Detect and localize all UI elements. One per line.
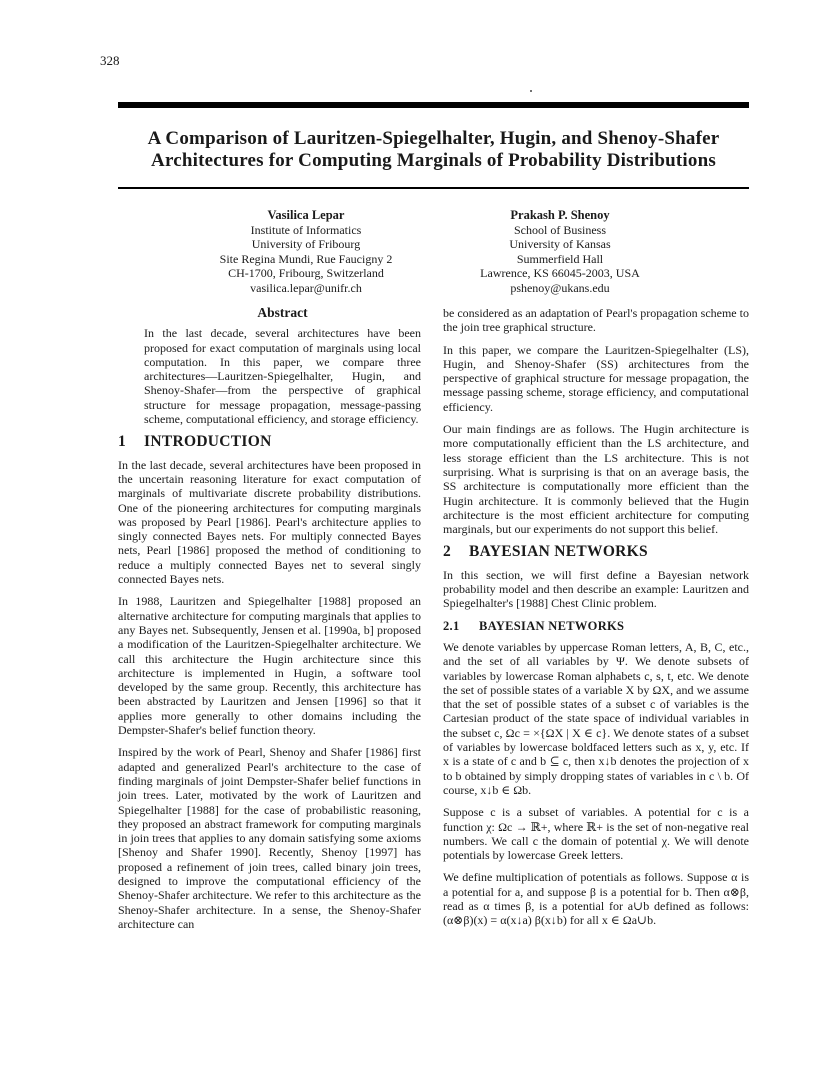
- abstract: [118, 306, 421, 426]
- author-name: Vasilica Lepar: [267, 208, 345, 222]
- title-rule: [118, 187, 749, 189]
- author-affiliation: School of Business: [513, 222, 606, 237]
- author-affiliation: University of Fribourg: [251, 237, 361, 252]
- body-paragraph: Inspired by the work of Pearl, Shenoy and Shafer [1986] first adapted and generalized Pearl's architecture to the case of finding marginals of joint Dempster-Shafer belief functions in join trees. Later, motivated by the work of Lauritzen and Spiegelhalter [1988] for the case of probabilistic reasoning, they proposed an abstract framework for computing marginals in join trees that applies to any domain satisfying some axioms [Shenoy and Shafer 1990]. Recently, Shenoy [1997] has proposed a refinement of join trees, called binary join trees, designed to improve the computational efficiency of the Shenoy-Shafer architecture. We refer to this architecture as the Shenoy-Shafer architecture. In a sense, the Shenoy-Shafer architecture can: [118, 745, 421, 931]
- author-affiliation: Institute of Informatics: [250, 222, 362, 237]
- subsection-title: BAYESIAN NETWORKS: [479, 618, 625, 633]
- body-paragraph: In 1988, Lauritzen and Spiegelhalter [1988] proposed an alternative architecture for computing marginals that applies to any Bayes net. Subsequently, Jensen et al. [1990a, b] proposed a modification of the Lauritzen-Spiegelhalter architecture. We call this architecture the Hugin architecture since this architecture is implemented in Hugin, a software tool developed by the same group. Recently, this architecture has been abstracted by Lauritzen and Jensen [1996] so that it applies more generally to other domains including the Dempster-Shafer's belief function theory.: [118, 594, 421, 738]
- body-paragraph: We define multiplication of potentials as follows. Suppose α is a potential for a, and suppose β is a potential for b. Then α⊗β, read as α times β, is a potential for a∪b defined as follows: (α⊗β)(x) = α(x↓a) β(x↓b) for all x ∈ Ωa∪b.: [443, 870, 749, 928]
- section-heading-introduction: [118, 435, 421, 449]
- body-paragraph: In this section, we will first define a Bayesian network probability model and then describe an example: Lauritzen and Spiegelhalter's [1988] Chest Clinic problem.: [443, 567, 749, 611]
- body-paragraph: be considered as an adaptation of Pearl's propagation scheme to the join tree graphical structure.: [443, 306, 749, 335]
- abstract-heading: Abstract: [257, 305, 308, 320]
- body-paragraph: We denote variables by uppercase Roman letters, A, B, C, etc., and the set of all variables by Ψ. We denote subsets of variables by lowercase Roman alphabets c, s, t, etc. We denote the set of possible states of a variable X by ΩX, and we assume that the set of possible states of a subset c of variables is the Cartesian product of the state space of individual variables in the subset c, Ωc = ×{ΩX | X ∈ c}. We denote states of a subset of variables by lowercase boldfaced letters such as x, y, etc. If x is a state of c and b ⊆ c, then x↓b denotes the projection of x to b obtained by simply dropping states of variables in c \ b. Of course, x↓b ∈ Ωb.: [443, 639, 749, 797]
- body-paragraph: Our main findings are as follows. The Hugin architecture is more computationally efficient than the LS architecture, and less storage efficient than the LS architecture. This is not surprising. What is surprising is that on an average basis, the SS architecture is computationally more efficient than the Hugin architecture. It is commonly believed that the Hugin architecture is the most efficient architecture for computing marginals, but our experiments do not support this belief.: [443, 422, 749, 537]
- title-line-1: A Comparison of Lauritzen-Spiegelhalter, Hugin, and Shenoy-Shafer: [147, 128, 720, 149]
- subsection-heading-bayesian-networks: [443, 619, 749, 633]
- abstract-text: In the last decade, several architectures have been proposed for exact computation of marginals using local computation. In this paper, we compare three architectures—Lauritzen-Spiegelhalter, Hugin, and Shenoy-Shafer—from the perspective of graphical structure for message propagation, message-passing scheme, computational efficiency, and storage efficiency.: [144, 326, 421, 427]
- subsection-number: 2.1: [443, 618, 460, 633]
- section-title: INTRODUCTION: [144, 433, 272, 451]
- section-number: 1: [118, 433, 127, 451]
- author-affiliation: University of Kansas: [509, 237, 611, 252]
- author-address: CH-1700, Fribourg, Switzerland: [228, 266, 384, 281]
- author-email: pshenoy@ukans.edu: [510, 280, 610, 295]
- paper-title: [118, 128, 749, 172]
- author-address: Lawrence, KS 66045-2003, USA: [480, 266, 640, 281]
- author-block-1: [190, 208, 422, 296]
- section-heading-bayesian-networks: [443, 545, 749, 559]
- header-rule: [118, 102, 749, 108]
- author-block-2: [444, 208, 676, 296]
- body-paragraph: In this paper, we compare the Lauritzen-Spiegelhalter (LS), Hugin, and Shenoy-Shafer (SS) architectures from the perspective of graphical structure for message propagation, the message passing scheme, storage efficiency, and computational efficiency.: [443, 342, 749, 414]
- left-column: [118, 306, 421, 931]
- author-address: Summerfield Hall: [516, 251, 604, 266]
- right-column: [443, 306, 749, 928]
- section-number: 2: [443, 543, 452, 561]
- section-title: BAYESIAN NETWORKS: [469, 543, 648, 561]
- body-paragraph: In the last decade, several architectures have been proposed in the uncertain reasoning literature for exact computation of marginals of multivariate discrete probability distributions. One of the pioneering architectures for computing marginals was proposed by Pearl [1986]. Pearl's architecture applies to singly connected Bayes nets. For multiply connected Bayes nets, Pearl [1986] proposed the method of conditioning to reduce a multiply connected Bayes net to several singly connected Bayes nets.: [118, 457, 421, 587]
- author-email: vasilica.lepar@unifr.ch: [250, 280, 362, 295]
- author-address: Site Regina Mundi, Rue Faucigny 2: [219, 251, 393, 266]
- title-line-2: Architectures for Computing Marginals of Probability Distributions: [151, 150, 716, 171]
- author-name: Prakash P. Shenoy: [510, 208, 610, 222]
- stray-dot: [530, 90, 532, 92]
- page-number: 328: [100, 53, 120, 68]
- body-paragraph: Suppose c is a subset of variables. A potential for c is a function χ: Ωc → ℝ+, where ℝ+ is the set of non-negative real numbers. We call c the domain of potential χ. We will denote potentials by lowercase Greek letters.: [443, 805, 749, 863]
